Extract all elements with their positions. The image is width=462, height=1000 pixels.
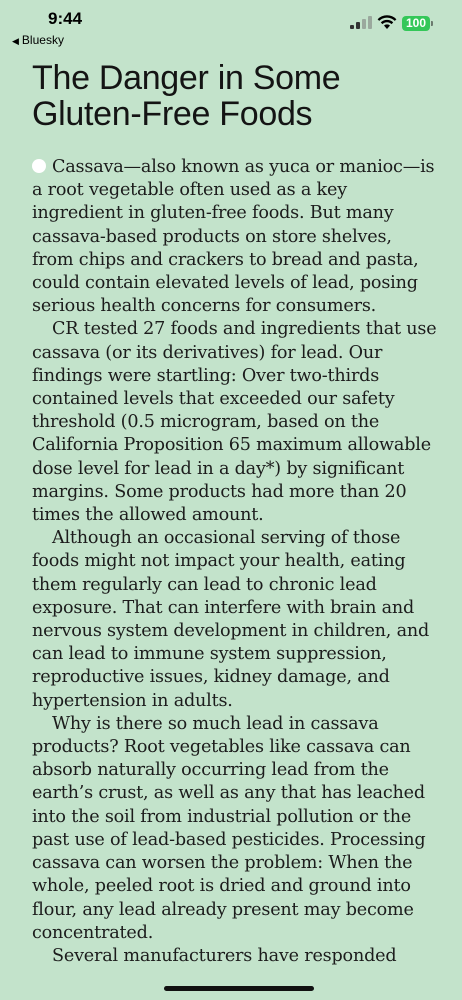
article-paragraph: Why is there so much lead in cassava products? Root vegetables like cassava can absorb naturally occurring lead from the earth’s crust, as well as any that has leached into the soil from industrial pollution or the past use of lead-based pesticides. Processing cassava can worsen the problem: When the whole, peeled root is dried and ground into flour, any lead already present may become concentrated.	[32, 713, 426, 943]
bullet-dot-icon	[32, 159, 46, 173]
wifi-icon	[377, 14, 397, 30]
article-paragraph: CR tested 27 foods and ingredients that use cassava (or its derivatives) for lead. Our findings were startling: Over two-thirds contained levels that exceeded our safety threshold (0.5 microgram, based on the California Proposition 65 maximum allowable dose level for lead in a day*) by significant margins. Some products had more than 20 times the allowed amount.	[32, 319, 437, 526]
article-paragraph	[32, 156, 438, 318]
article-title: The Danger in Some Gluten-Free Foods	[32, 59, 341, 133]
article-body	[32, 156, 438, 968]
back-to-app-button[interactable]	[12, 33, 64, 47]
cellular-signal-icon	[350, 16, 372, 29]
status-bar	[0, 0, 462, 50]
battery-indicator: 100	[402, 16, 430, 31]
home-indicator[interactable]	[164, 986, 314, 991]
back-app-label: Bluesky	[21, 33, 64, 47]
back-arrow-icon: ◀	[12, 36, 19, 46]
paragraph-text: Cassava—also known as yuca or manioc—is a root vegetable often used as a key ingredient in gluten-free foods. But many cassava-based products on store shelves, from chips and crackers to bread and pasta, could contain elevated levels of lead, posing serious health concerns for consumers.	[32, 157, 435, 317]
status-time: 9:44	[48, 9, 83, 28]
article-paragraph: Several manufacturers have responded	[52, 945, 397, 966]
article-paragraph: Although an occasional serving of those foods might not impact your health, eating them regularly can lead to chronic lead exposure. That can interfere with brain and nervous system development in children, and can lead to immune system suppression, reproductive issues, kidney damage, and hypertension in adults.	[32, 528, 430, 711]
battery-cap	[431, 21, 433, 26]
